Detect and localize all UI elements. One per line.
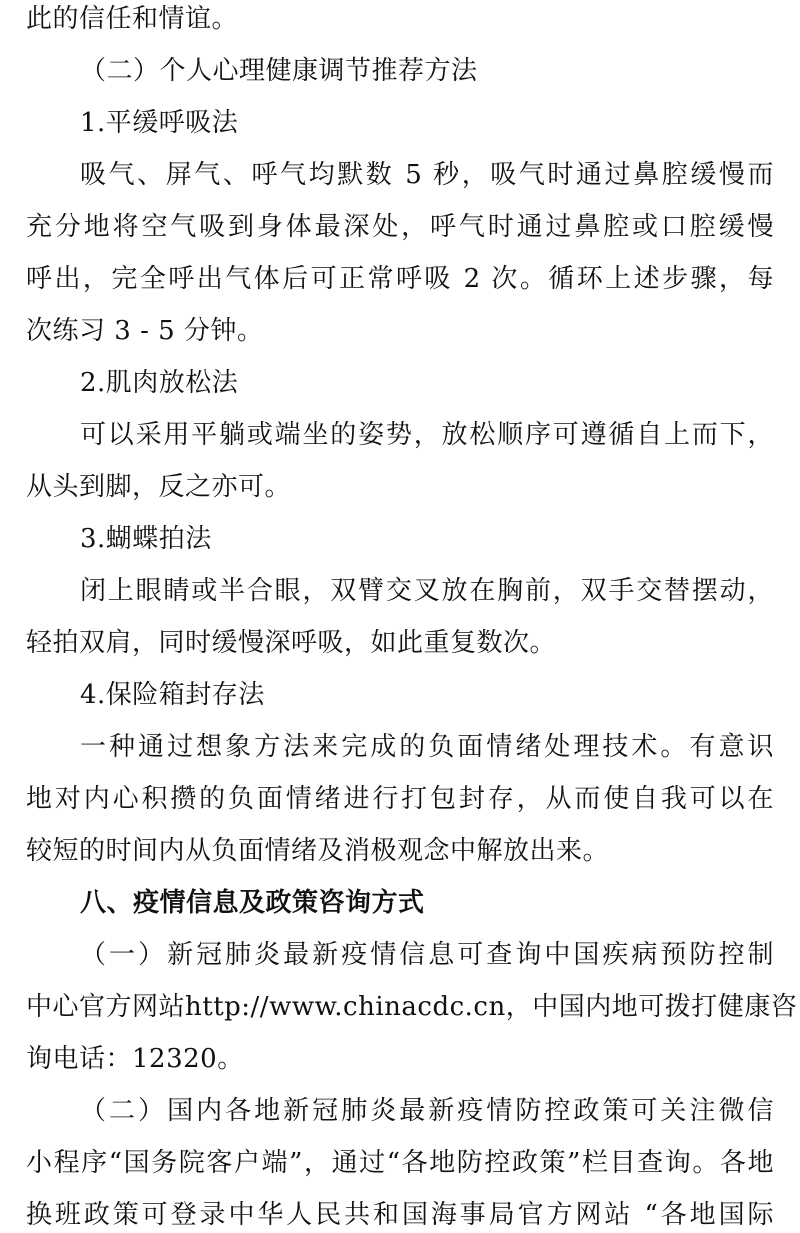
method-heading: 2.肌肉放松法 bbox=[80, 368, 239, 398]
paragraph-line: 换班政策可登录中华人民共和国海事局官方网站 “各地国际 bbox=[26, 1200, 774, 1230]
paragraph-line: 地对内心积攒的负面情绪进行打包封存，从而使自我可以在 bbox=[26, 784, 774, 814]
paragraph-line: 小程序“国务院客户端”，通过“各地防控政策”栏目查询。各地 bbox=[26, 1148, 774, 1178]
subsection-heading: （二）个人心理健康调节推荐方法 bbox=[80, 56, 478, 86]
paragraph-line: 闭上眼睛或半合眼，双臂交叉放在胸前，双手交替摆动， bbox=[80, 576, 774, 606]
paragraph-line: 呼出，完全呼出气体后可正常呼吸 2 次。循环上述步骤，每 bbox=[26, 264, 774, 294]
paragraph-line: 此的信任和情谊。 bbox=[26, 4, 239, 34]
paragraph-line: 可以采用平躺或端坐的姿势，放松顺序可遵循自上而下， bbox=[80, 420, 774, 450]
paragraph-line: 较短的时间内从负面情绪及消极观念中解放出来。 bbox=[26, 836, 610, 866]
paragraph-line: 询电话：12320。 bbox=[26, 1044, 244, 1074]
paragraph-line: 中心官方网站http://www.chinacdc.cn，中国内地可拨打健康咨 bbox=[26, 992, 798, 1022]
paragraph-line: 从头到脚，反之亦可。 bbox=[26, 472, 292, 502]
paragraph-line: 充分地将空气吸到身体最深处，呼气时通过鼻腔或口腔缓慢 bbox=[26, 212, 774, 242]
paragraph-line: （二）国内各地新冠肺炎最新疫情防控政策可关注微信 bbox=[80, 1096, 774, 1126]
paragraph-line: 轻拍双肩，同时缓慢深呼吸，如此重复数次。 bbox=[26, 628, 557, 658]
paragraph-line: 吸气、屏气、呼气均默数 5 秒，吸气时通过鼻腔缓慢而 bbox=[80, 160, 774, 190]
paragraph-line: 一种通过想象方法来完成的负面情绪处理技术。有意识 bbox=[80, 732, 774, 762]
paragraph-line: （一）新冠肺炎最新疫情信息可查询中国疾病预防控制 bbox=[80, 940, 774, 970]
method-heading: 1.平缓呼吸法 bbox=[80, 108, 239, 138]
method-heading: 3.蝴蝶拍法 bbox=[80, 524, 212, 554]
section-heading: 八、疫情信息及政策咨询方式 bbox=[80, 888, 425, 918]
method-heading: 4.保险箱封存法 bbox=[80, 680, 265, 710]
paragraph-line: 次练习 3 - 5 分钟。 bbox=[26, 316, 264, 346]
